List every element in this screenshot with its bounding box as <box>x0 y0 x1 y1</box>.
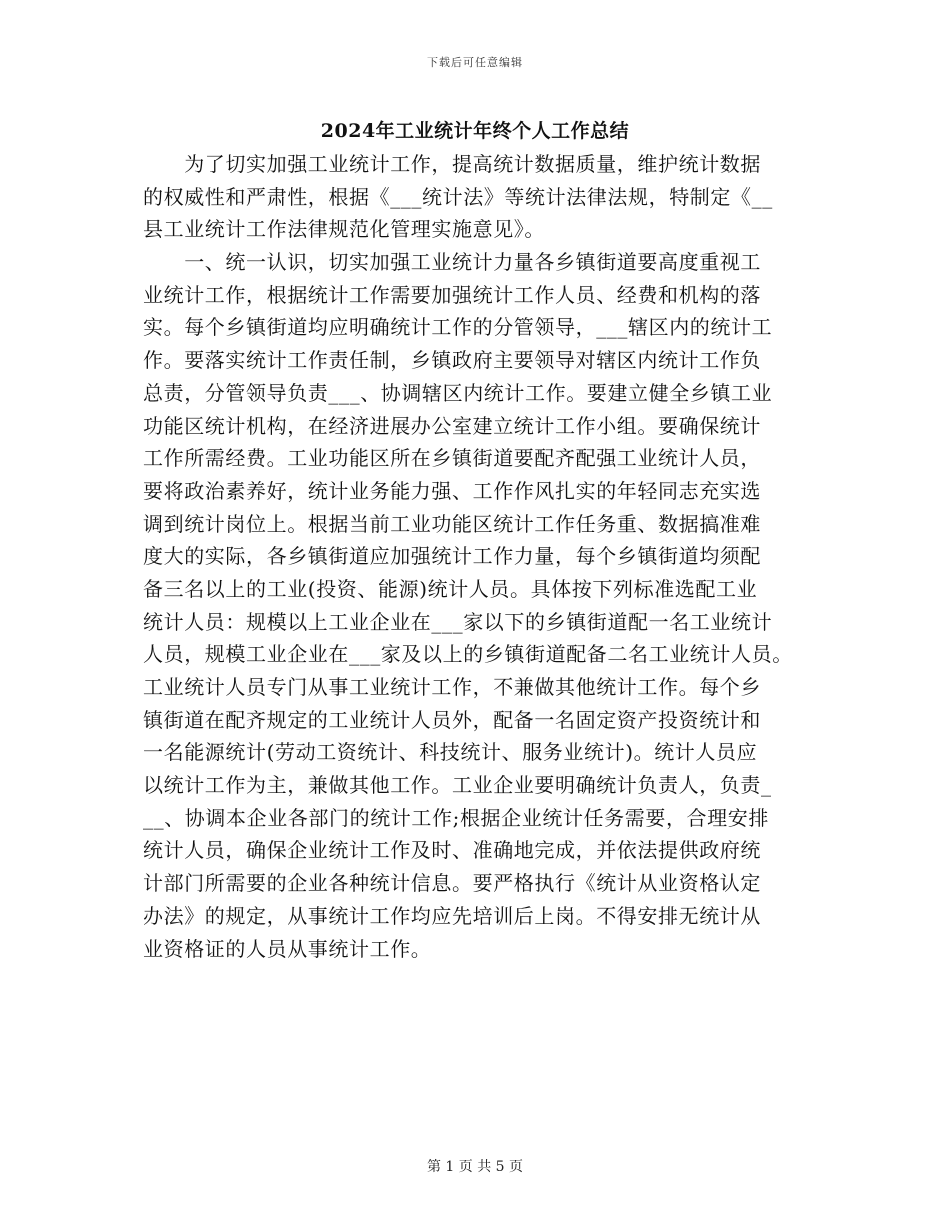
body-line: 镇街道在配齐规定的工业统计人员外，配备一名固定资产投资统计和 <box>143 707 761 732</box>
body-line: 县工业统计工作法律规范化管理实施意见》。 <box>143 217 545 242</box>
body-line: 作。要落实统计工作责任制，乡镇政府主要领导对辖区内统计工作负 <box>143 348 761 373</box>
body-line: __、协调本企业各部门的统计工作;根据企业统计任务需要，合理安排 <box>143 805 769 830</box>
document-body <box>143 148 803 965</box>
body-line: 一名能源统计(劳动工资统计、科技统计、服务业统计)。统计人员应 <box>143 740 758 765</box>
body-line: 度大的实际，各乡镇街道应加强统计工作力量，每个乡镇街道均须配 <box>143 544 761 569</box>
body-line: 工业统计人员专门从事工业统计工作，不兼做其他统计工作。每个乡 <box>143 675 761 699</box>
body-line: 统计人员：规模以上工业企业在___家以下的乡镇街道配一名工业统计 <box>143 609 773 634</box>
body-line: 功能区统计机构，在经济进展办公室建立统计工作小组。要确保统计 <box>143 413 761 438</box>
body-line: 的权威性和严肃性，根据《___统计法》等统计法律法规，特制定《__ <box>143 184 773 209</box>
body-line: 备三名以上的工业(投资、能源)统计人员。具体按下列标准选配工业 <box>143 576 758 601</box>
body-line: 调到统计岗位上。根据当前工业功能区统计工作任务重、数据搞准难 <box>143 511 761 536</box>
body-line: 总责，分管领导负责___、协调辖区内统计工作。要建立健全乡镇工业 <box>143 380 773 405</box>
body-line: 实。每个乡镇街道均应明确统计工作的分管领导，___辖区内的统计工 <box>143 315 773 340</box>
document-title: 2024年工业统计年终个人工作总结 <box>320 120 630 142</box>
body-line: 统计人员，确保企业统计工作及时、准确地完成，并依法提供政府统 <box>143 838 761 863</box>
body-line: 业统计工作，根据统计工作需要加强统计工作人员、经费和机构的落 <box>143 282 761 307</box>
body-line: 工作所需经费。工业功能区所在乡镇街道要配齐配强工业统计人员， <box>143 446 761 471</box>
body-line: 要将政治素养好，统计业务能力强、工作作风扎实的年轻同志充实选 <box>143 478 761 503</box>
body-line: 人员，规模工业企业在___家及以上的乡镇街道配备二名工业统计人员。 <box>143 642 793 667</box>
body-line: 一、统一认识，切实加强工业统计力量各乡镇街道要高度重视工 <box>143 250 761 275</box>
body-line: 业资格证的人员从事统计工作。 <box>143 936 432 961</box>
body-line: 计部门所需要的企业各种统计信息。要严格执行《统计从业资格认定 <box>143 871 761 896</box>
body-line: 为了切实加强工业统计工作，提高统计数据质量，维护统计数据 <box>143 152 761 176</box>
header-note: 下载后可任意编辑 <box>427 56 523 69</box>
body-line: 办法》的规定，从事统计工作均应先培训后上岗。不得安排无统计从 <box>143 903 761 928</box>
body-line: 以统计工作为主，兼做其他工作。工业企业要明确统计负责人，负责_ <box>143 773 772 798</box>
page-number-footer: 第 1 页 共 5 页 <box>426 1159 524 1175</box>
